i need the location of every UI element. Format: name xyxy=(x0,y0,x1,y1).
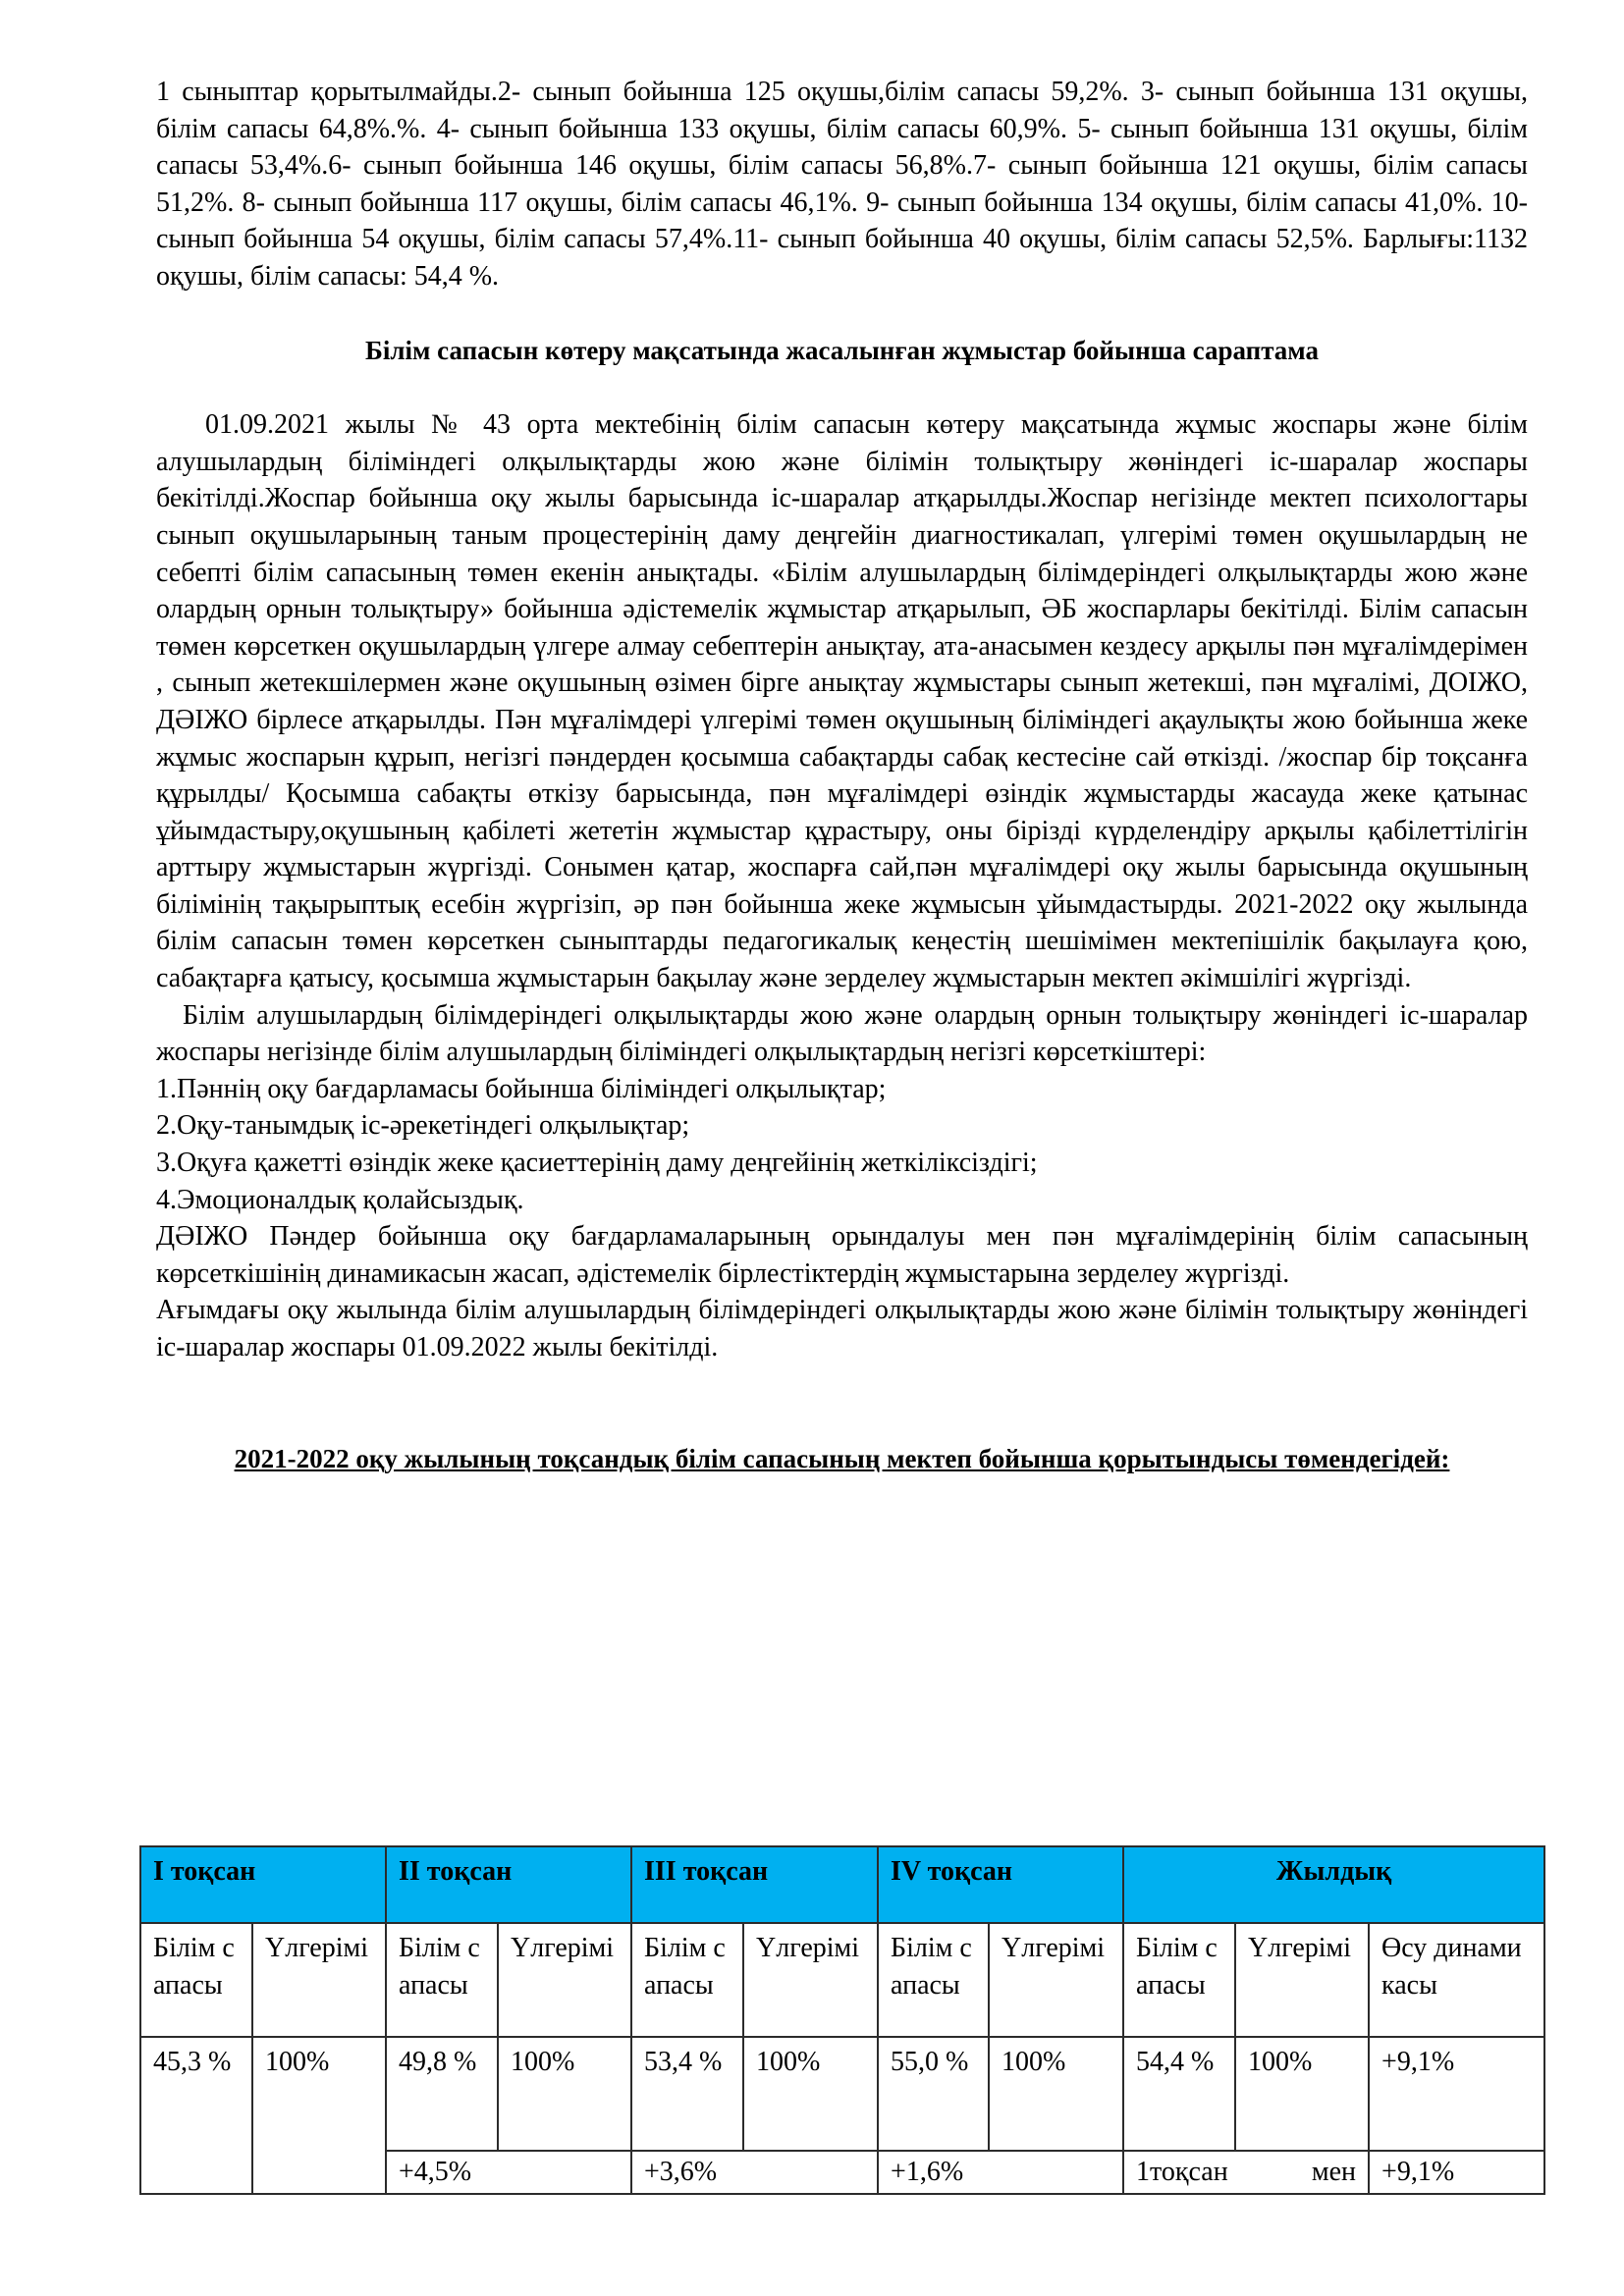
subheader-quality: Білім сапасы xyxy=(386,1923,498,2037)
header-q2: II тоқсан xyxy=(386,1846,631,1923)
body-paragraph-1: 01.09.2021 жылы № 43 орта мектебінің білім сапасын көтеру мақсатында жұмыс жоспары және білім алушылардың біліміндегі олқылықтарды жою және білімін толықтыру жөніндегі іс-шаралар жоспары бекітілді.Жоспар бойынша оқу жылы барысында іс-шаралар атқарылды.Жоспар негізінде мектеп психологтары сынып оқушыларының таным процестерінің даму деңгейін диагностикалап, үлгерімі төмен оқушылардың не себепті білім сапасының төмен екенін анықтады. «Білім алушылардың білімдеріндегі олқылықтарды жою және олардың орнын толықтыру» бойынша әдістемелік жұмыстар атқарылып, ӘБ жоспарлары бекітілді. Білім сапасын төмен көрсеткен оқушылардың үлгере алмау себептерін анықтау, ата-анасымен кездесу арқылы пән мұғалімдерімен , сынып жетекшілермен және оқушының өзімен бірге анықтау жұмыстары сынып жетекші, пән мұғалімі, ДОІЖО, ДӘІЖО бірлесе атқарылды. Пән мұғалімдері үлгерімі төмен оқушының біліміндегі ақаулықты жою бойынша жеке жұмыс жоспарын құрып, негізгі пәндерден қосымша сабақтарды сабақ кестесіне сай өткізді. /жоспар бір тоқсанға құрылды/ Қосымша сабақты өткізу барысында, пән мұғалімдері өзіндік жұмыстарды жасауда жеке қатынас ұйымдастыру,оқушының қабілеті жететін жұмыстар құрастыру, оны бірізді күрделендіру арқылы қабілеттілігін арттыру жұмыстарын жүргізді. Сонымен қатар, жоспарға сай,пән мұғалімдері оқу жылы барысында оқушының білімінің тақырыптық есебін жүргізіп, әр пән бойынша жеке жұмысын ұйымдастырды. 2021-2022 оқу жылында білім сапасын төмен көрсеткен сыныптарды педагогикалық кеңестің шешімімен мектепішілік бақылауға қою, сабақтарға қатысу, қосымша жұмыстарын бақылау және зерделеу жұмыстарын мектеп әкімшілігі жүргізді. xyxy=(156,409,1528,994)
header-year: Жылдық xyxy=(1123,1846,1544,1923)
year-diff-growth-cell: +9,1% xyxy=(1369,2151,1544,2194)
header-q1: I тоқсан xyxy=(140,1846,386,1923)
subheader-progress: Үлгерімі xyxy=(498,1923,631,2037)
list-item: 4.Эмоционалдық қолайсыздық. xyxy=(156,1184,524,1215)
header-q3: III тоқсан xyxy=(631,1846,878,1923)
year-diff-label-cell xyxy=(1123,2151,1369,2194)
year-diff-label-right: мен xyxy=(1311,2157,1357,2187)
q4-progress-cell: 100% xyxy=(989,2037,1123,2151)
subheader-progress: Үлгерімі xyxy=(989,1923,1123,2037)
list-item: 2.Оқу-танымдық іс-әрекетіндегі олқылықтар; xyxy=(156,1110,690,1142)
list-item: 3.Оқуға қажетті өзіндік жеке қасиеттерінің даму деңгейінің жеткіліксіздігі; xyxy=(156,1148,1038,1179)
year-diff-label-left: 1тоқсан xyxy=(1136,2157,1228,2187)
q3-diff-cell: +3,6% xyxy=(631,2151,878,2194)
table-title: 2021-2022 оқу жылының тоқсандық білім сапасының мектеп бойынша қорытындысы төмендегідей: xyxy=(234,1443,1450,1473)
year-quality-cell: 54,4 % xyxy=(1123,2037,1235,2151)
document-page xyxy=(156,74,1528,1477)
q3-progress-cell: 100% xyxy=(743,2037,878,2151)
closing-paragraph-1: ДӘІЖО Пәндер бойынша оқу бағдарламаларының орындалуы мен пән мұғалімдерінің білім сапасының көрсеткішінің динамикасын жасап, әдістемелік бірлестіктердің жұмыстарына зерделеу жүргізді. xyxy=(156,1221,1528,1289)
intro-paragraph: 1 сыныптар қорытылмайды.2- сынып бойынша 125 оқушы,білім сапасы 59,2%. 3- сынып бойынша 131 оқушы, білім сапасы 64,8%.%. 4- сынып бойынша 133 оқушы, білім сапасы 60,9%. 5- сынып бойынша 131 оқушы, білім сапасы 53,4%.6- сынып бойынша 146 оқушы, білім сапасы 56,8%.7- сынып бойынша 121 оқушы, білім сапасы 51,2%. 8- сынып бойынша 117 оқушы, білім сапасы 46,1%. 9- сынып бойынша 134 оқушы, білім сапасы 41,0%. 10- сынып бойынша 54 оқушы, білім сапасы 57,4%.11- сынып бойынша 40 оқушы, білім сапасы 52,5%. Барлығы:1132 оқушы, білім сапасы: 54,4 %. xyxy=(156,77,1528,292)
q4-quality-cell: 55,0 % xyxy=(878,2037,989,2151)
header-q4: IV тоқсан xyxy=(878,1846,1123,1923)
table-values-row xyxy=(140,2037,1544,2151)
subheader-quality: Білім сапасы xyxy=(878,1923,989,2037)
subheader-progress: Үлгерімі xyxy=(1235,1923,1369,2037)
subheader-progress: Үлгерімі xyxy=(743,1923,878,2037)
closing-paragraph-2: Ағымдағы оқу жылында білім алушылардың білімдеріндегі олқылықтарды жою және білімін толықтыру жөніндегі іс-шаралар жоспары 01.09.2022 жылы бекітілді. xyxy=(156,1295,1528,1362)
table-subheader-row xyxy=(140,1923,1544,2037)
subheader-progress: Үлгерімі xyxy=(252,1923,386,2037)
year-growth-cell: +9,1% xyxy=(1369,2037,1544,2151)
q1-progress-cell: 100% xyxy=(252,2037,386,2194)
subheader-quality: Білім сапасы xyxy=(1123,1923,1235,2037)
section-heading: Білім сапасын көтеру мақсатында жасалынған жұмыстар бойынша сараптама xyxy=(364,335,1319,365)
table-header-row xyxy=(140,1846,1544,1923)
subheader-quality: Білім сапасы xyxy=(631,1923,743,2037)
q2-diff-cell: +4,5% xyxy=(386,2151,631,2194)
subheader-quality: Білім сапасы xyxy=(140,1923,252,2037)
body-paragraph-2: Білім алушылардың білімдеріндегі олқылықтарды жою және олардың орнын толықтыру жөніндегі іс-шаралар жоспары негізінде білім алушылардың біліміндегі олқылықтардың негізгі көрсеткіштері: xyxy=(156,999,1528,1068)
q3-quality-cell: 53,4 % xyxy=(631,2037,743,2151)
q4-diff-cell: +1,6% xyxy=(878,2151,1123,2194)
quarterly-results-table xyxy=(139,1845,1545,2195)
list-item: 1.Пәннің оқу бағдарламасы бойынша біліміндегі олқылықтар; xyxy=(156,1073,887,1104)
q1-quality-cell: 45,3 % xyxy=(140,2037,252,2194)
year-progress-cell: 100% xyxy=(1235,2037,1369,2151)
q2-progress-cell: 100% xyxy=(498,2037,631,2151)
subheader-growth: Өсу динамикасы xyxy=(1369,1923,1544,2037)
q2-quality-cell: 49,8 % xyxy=(386,2037,498,2151)
